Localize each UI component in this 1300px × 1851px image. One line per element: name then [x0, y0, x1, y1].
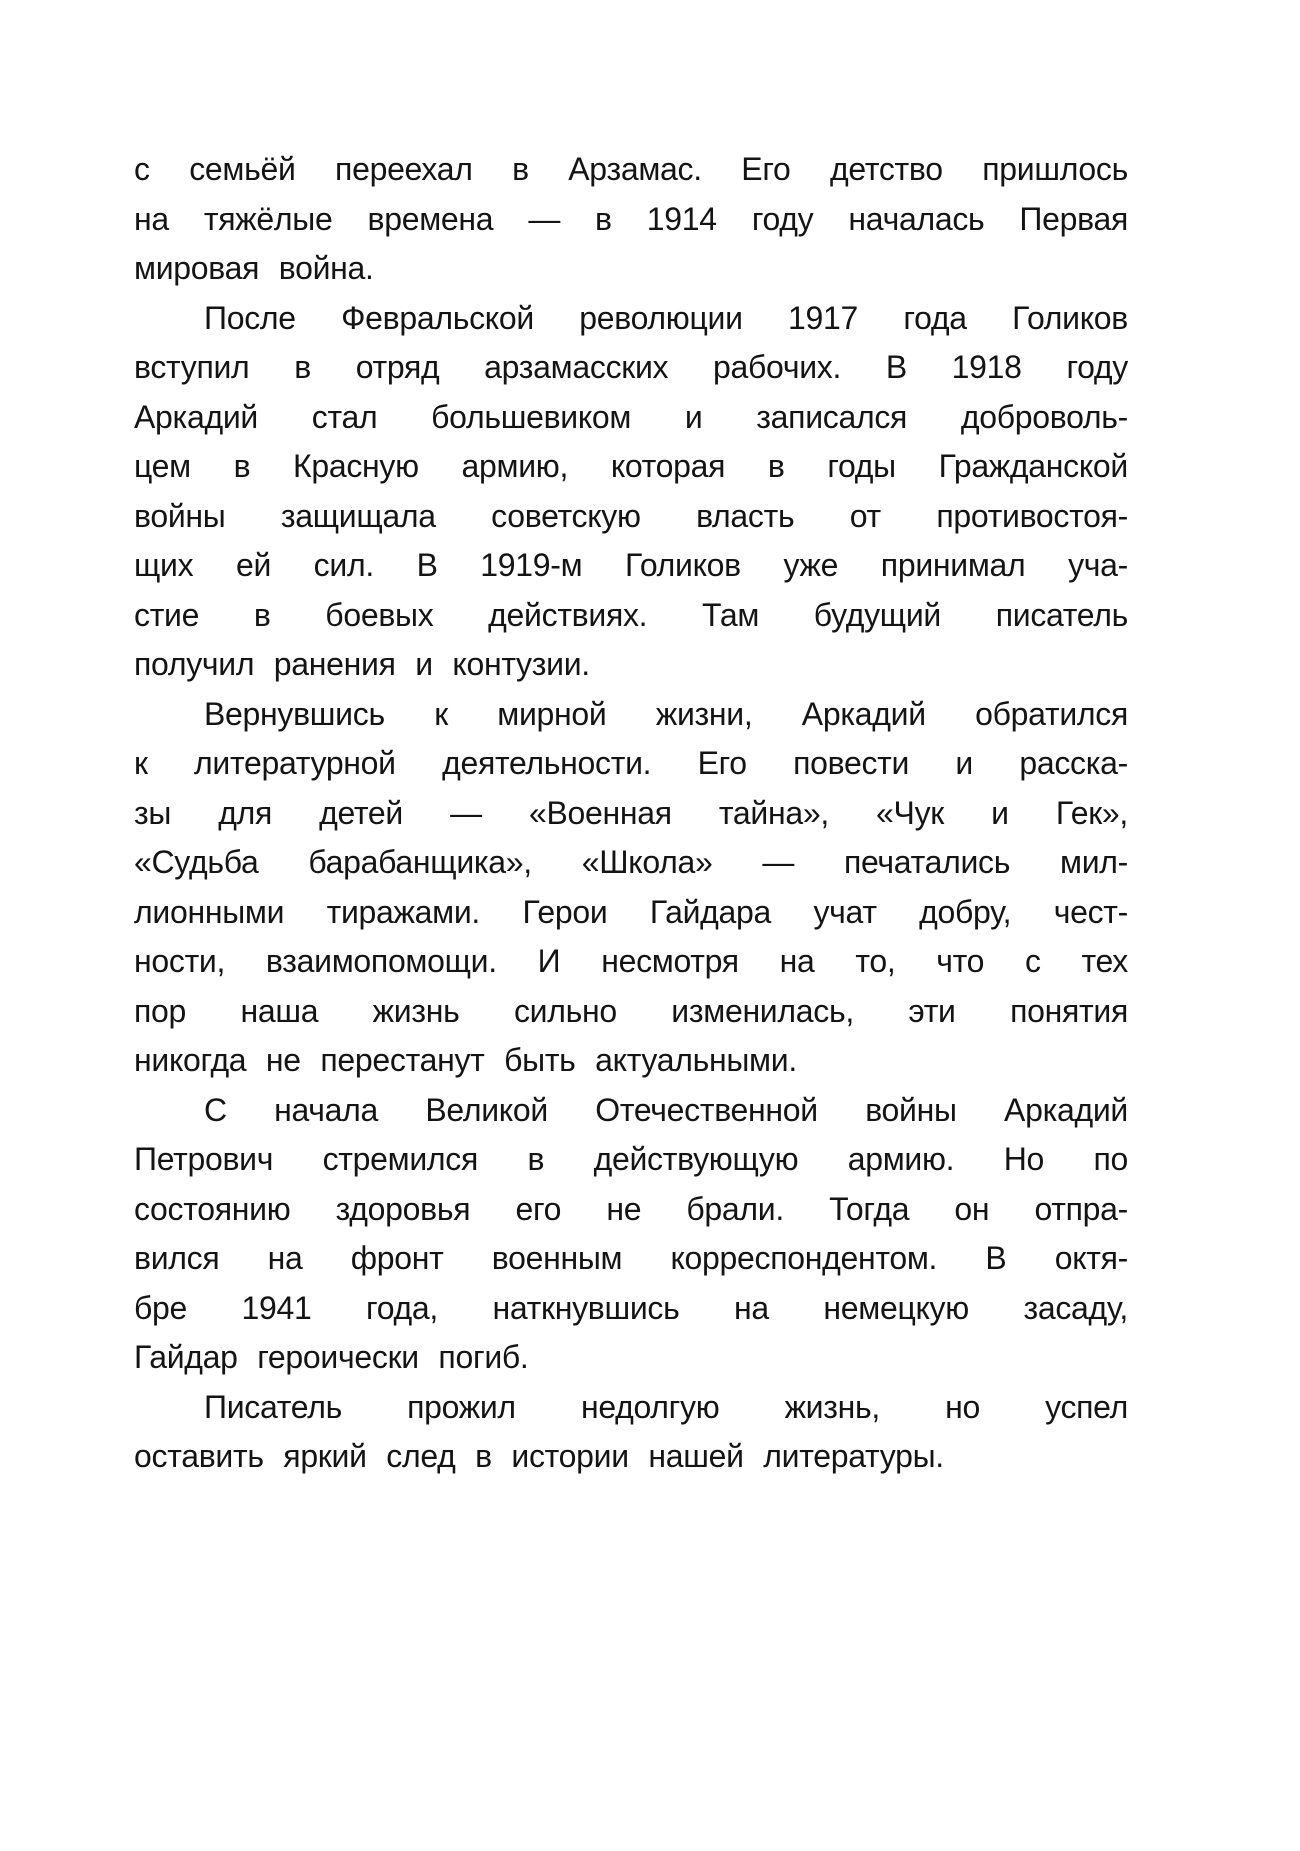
- text-line: состоянию здоровья его не брали. Тогда он отпра-: [134, 1190, 1128, 1227]
- text-line: стие в боевых действиях. Там будущий писатель: [134, 596, 1128, 633]
- text-line: Аркадий стал большевиком и записался доброволь-: [134, 398, 1128, 435]
- text-line: никогда не перестанут быть актуальными.: [134, 1042, 797, 1078]
- paragraph: [134, 690, 1128, 1086]
- text-line: с семьёй переехал в Арзамас. Его детство пришлось: [134, 151, 1128, 187]
- text-line: получил ранения и контузии.: [134, 646, 590, 682]
- body-text: [134, 145, 1128, 1482]
- text-line: мировая война.: [134, 250, 374, 286]
- text-line: С начала Великой Отечественной войны Аркадий: [204, 1091, 1128, 1128]
- text-line: Петрович стремился в действующую армию. Но по: [134, 1141, 1128, 1177]
- paragraph: [134, 294, 1128, 690]
- text-line: вступил в отряд арзамасских рабочих. В 1918 году: [134, 349, 1128, 385]
- text-line: к литературной деятельности. Его повести и расска-: [134, 745, 1128, 781]
- text-line: Вернувшись к мирной жизни, Аркадий обратился: [204, 695, 1128, 732]
- text-line: на тяжёлые времена — в 1914 году началась Первая: [134, 200, 1128, 237]
- text-line: бре 1941 года, наткнувшись на немецкую засаду,: [134, 1289, 1128, 1326]
- text-line: Писатель прожил недолгую жизнь, но успел: [204, 1388, 1128, 1425]
- text-line: зы для детей — «Военная тайна», «Чук и Гек»,: [134, 794, 1128, 831]
- text-line: цем в Красную армию, которая в годы Гражданской: [134, 448, 1128, 484]
- text-line: Гайдар героически погиб.: [134, 1339, 529, 1375]
- text-line: ности, взаимопомощи. И несмотря на то, что с тех: [134, 943, 1128, 979]
- text-line: щих ей сил. В 1919-м Голиков уже принимал уча-: [134, 547, 1128, 583]
- text-line: пор наша жизнь сильно изменилась, эти понятия: [134, 992, 1128, 1029]
- text-line: лионными тиражами. Герои Гайдара учат добру, чест-: [134, 893, 1128, 930]
- paragraph: [134, 1383, 1128, 1482]
- paragraph: [134, 1086, 1128, 1383]
- text-line: «Судьба барабанщика», «Школа» — печатались мил-: [134, 844, 1128, 880]
- text-line: оставить яркий след в истории нашей литературы.: [134, 1438, 944, 1474]
- text-line: вился на фронт военным корреспондентом. В октя-: [134, 1240, 1128, 1276]
- text-line: После Февральской революции 1917 года Голиков: [204, 299, 1128, 336]
- text-line: войны защищала советскую власть от противостоя-: [134, 497, 1128, 534]
- paragraph: [134, 145, 1128, 294]
